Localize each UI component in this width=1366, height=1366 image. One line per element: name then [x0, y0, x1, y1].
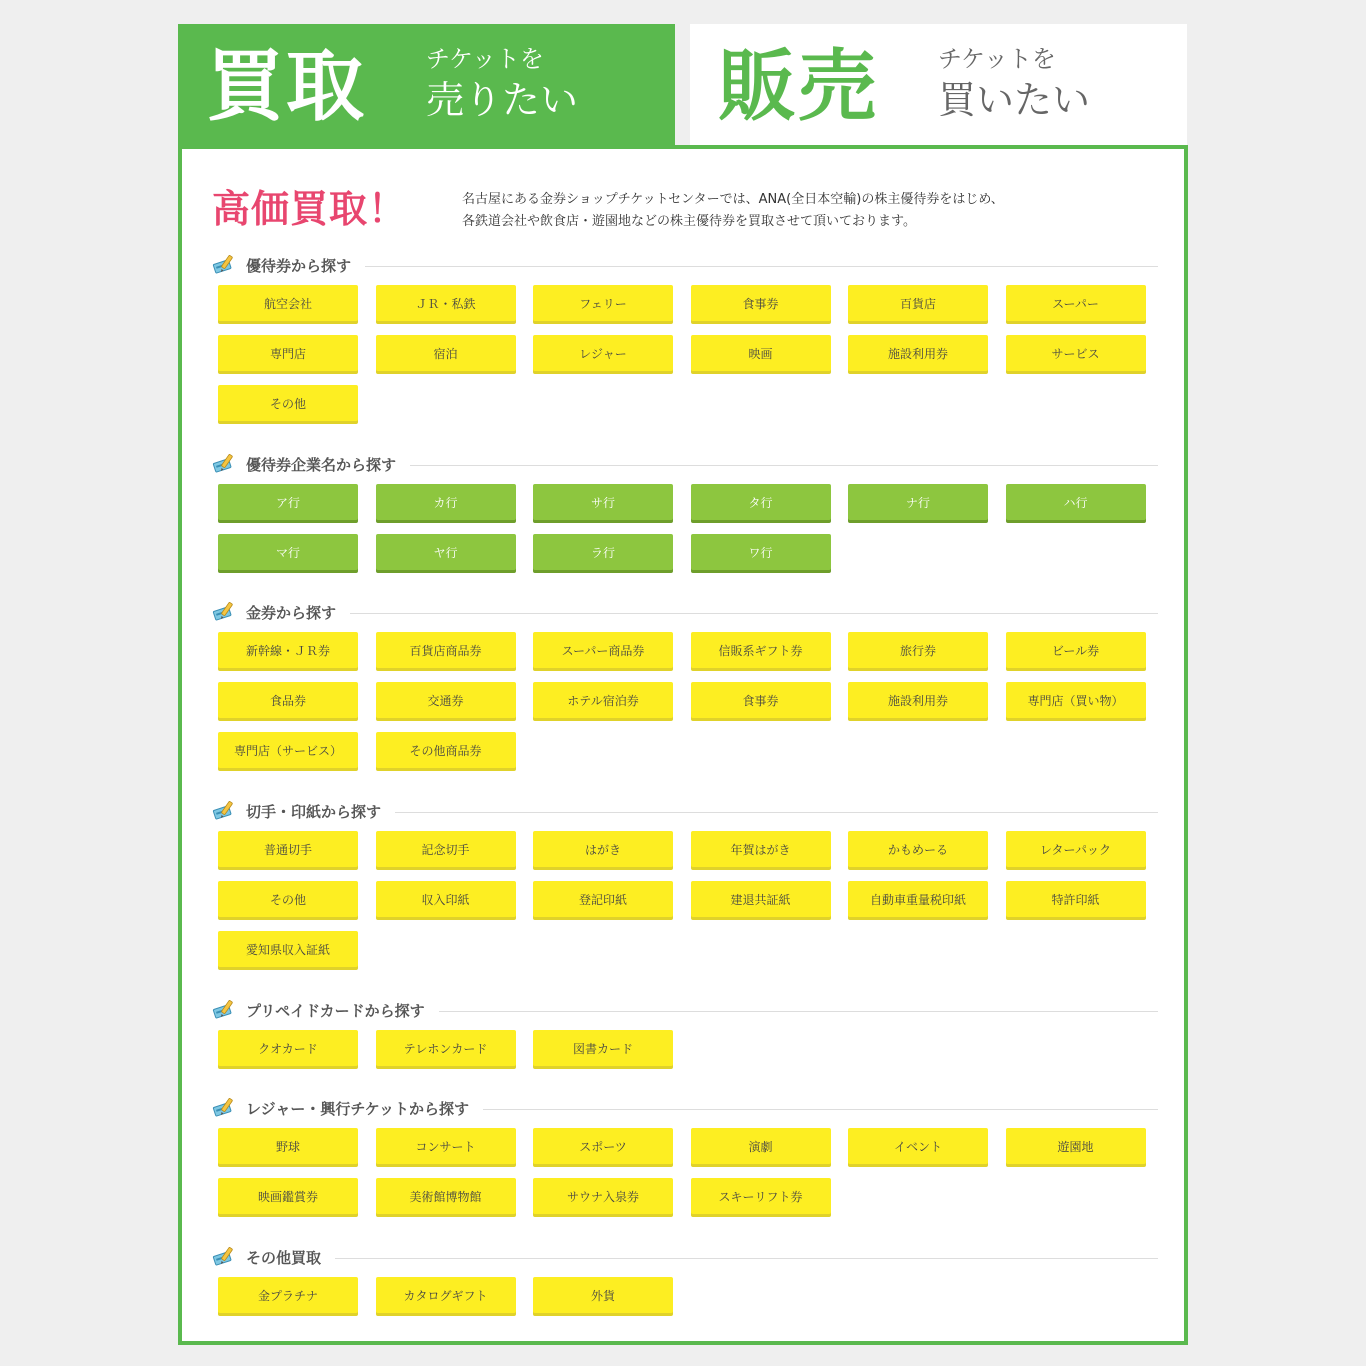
button-grid — [218, 1030, 1158, 1080]
tab-sell[interactable] — [178, 24, 675, 150]
category-button[interactable]: サービス — [1006, 335, 1146, 371]
category-button[interactable]: 宿泊 — [376, 335, 516, 371]
category-button[interactable]: 普通切手 — [218, 831, 358, 867]
category-button[interactable]: 登記印紙 — [533, 881, 673, 917]
section-title: 金券から探す — [246, 603, 337, 622]
category-button[interactable]: タ行 — [691, 484, 831, 520]
category-button[interactable]: 施設利用券 — [848, 335, 988, 371]
category-button[interactable]: 年賀はがき — [691, 831, 831, 867]
category-button[interactable]: 旅行券 — [848, 632, 988, 668]
category-button[interactable]: 野球 — [218, 1128, 358, 1164]
category-button[interactable]: その他商品券 — [376, 732, 516, 768]
section-divider — [439, 1011, 1158, 1012]
section-divider — [365, 266, 1158, 267]
category-button[interactable]: マ行 — [218, 534, 358, 570]
category-button[interactable]: サ行 — [533, 484, 673, 520]
section-divider — [350, 613, 1158, 614]
category-button[interactable]: スーパー — [1006, 285, 1146, 321]
category-button[interactable]: テレホンカード — [376, 1030, 516, 1066]
category-button[interactable]: レターパック — [1006, 831, 1146, 867]
category-button[interactable]: クオカード — [218, 1030, 358, 1066]
intro-line: 各鉄道会社や飲食店・遊園地などの株主優待券を買取させて頂いております。 — [462, 214, 916, 229]
section-leisure — [212, 1096, 1158, 1228]
category-button[interactable]: ヤ行 — [376, 534, 516, 570]
category-button[interactable]: 図書カード — [533, 1030, 673, 1066]
category-button[interactable]: フェリー — [533, 285, 673, 321]
section-title: 優待券企業名から探す — [246, 455, 397, 474]
ticket-pen-icon — [212, 253, 236, 277]
intro-text — [462, 189, 1004, 233]
category-button[interactable]: 金プラチナ — [218, 1277, 358, 1313]
tab-sell-sub2: 売りたい — [426, 78, 579, 122]
category-button[interactable]: 映画 — [691, 335, 831, 371]
category-button[interactable]: 遊園地 — [1006, 1128, 1146, 1164]
category-button[interactable]: 記念切手 — [376, 831, 516, 867]
page-headline: 高価買取！ — [212, 187, 408, 231]
intro-line: 名古屋にある金券ショップチケットセンターでは、ANA(全日本空輸)の株主優待券をはじめ、 — [462, 192, 1004, 207]
category-button[interactable]: サウナ入泉券 — [533, 1178, 673, 1214]
category-button[interactable]: 外貨 — [533, 1277, 673, 1313]
category-button[interactable]: 食事券 — [691, 682, 831, 718]
category-button[interactable]: ナ行 — [848, 484, 988, 520]
category-button[interactable]: ラ行 — [533, 534, 673, 570]
category-button[interactable]: ビール券 — [1006, 632, 1146, 668]
category-button[interactable]: ア行 — [218, 484, 358, 520]
section-header — [212, 600, 1158, 624]
category-button[interactable]: ワ行 — [691, 534, 831, 570]
purchase-panel — [178, 145, 1188, 1345]
section-divider — [483, 1109, 1158, 1110]
tab-buy-sub1: チケットを — [938, 45, 1056, 73]
button-grid — [218, 632, 1158, 782]
section-kitte — [212, 799, 1158, 981]
button-grid — [218, 1277, 1158, 1327]
section-header — [212, 1245, 1158, 1269]
section-title: その他買取 — [246, 1248, 322, 1267]
section-divider — [335, 1258, 1158, 1259]
section-title: レジャー・興行チケットから探す — [246, 1099, 469, 1118]
section-kinken — [212, 600, 1158, 782]
category-button[interactable]: 食品券 — [218, 682, 358, 718]
category-button[interactable]: 施設利用券 — [848, 682, 988, 718]
tab-sell-sub1: チケットを — [426, 45, 544, 73]
category-button[interactable]: 新幹線・ＪＲ券 — [218, 632, 358, 668]
section-header — [212, 253, 1158, 277]
category-button[interactable]: スーパー商品券 — [533, 632, 673, 668]
category-button[interactable]: 百貨店商品券 — [376, 632, 516, 668]
tab-buy-title: 販売 — [718, 42, 879, 132]
category-button[interactable]: カタログギフト — [376, 1277, 516, 1313]
section-prepaid — [212, 998, 1158, 1080]
ticket-pen-icon — [212, 799, 236, 823]
category-button[interactable]: 航空会社 — [218, 285, 358, 321]
button-grid — [218, 285, 1158, 435]
category-button[interactable]: 演劇 — [691, 1128, 831, 1164]
category-button[interactable]: 愛知県収入証紙 — [218, 931, 358, 967]
category-button[interactable]: ＪＲ・私鉄 — [376, 285, 516, 321]
category-button[interactable]: 百貨店 — [848, 285, 988, 321]
category-button[interactable]: コンサート — [376, 1128, 516, 1164]
category-button[interactable]: 食事券 — [691, 285, 831, 321]
category-button[interactable]: ハ行 — [1006, 484, 1146, 520]
tab-sell-title: 買取 — [206, 42, 367, 132]
section-header — [212, 1096, 1158, 1120]
button-grid — [218, 484, 1158, 584]
ticket-pen-icon — [212, 998, 236, 1022]
category-button[interactable]: 交通券 — [376, 682, 516, 718]
section-header — [212, 799, 1158, 823]
category-button[interactable]: 映画鑑賞券 — [218, 1178, 358, 1214]
ticket-pen-icon — [212, 1245, 236, 1269]
tab-buy[interactable] — [690, 24, 1187, 145]
category-button[interactable]: 専門店（買い物） — [1006, 682, 1146, 718]
category-button[interactable]: スポーツ — [533, 1128, 673, 1164]
tab-buy-sub2: 買いたい — [938, 78, 1091, 122]
category-button[interactable]: 専門店（サービス） — [218, 732, 358, 768]
category-button[interactable]: 美術館博物館 — [376, 1178, 516, 1214]
ticket-pen-icon — [212, 452, 236, 476]
category-button[interactable]: かもめーる — [848, 831, 988, 867]
section-company — [212, 452, 1158, 584]
ticket-pen-icon — [212, 1096, 236, 1120]
section-title: 優待券から探す — [246, 256, 352, 275]
section-title: プリペイドカードから探す — [246, 1001, 425, 1020]
category-button[interactable]: 専門店 — [218, 335, 358, 371]
category-button[interactable]: レジャー — [533, 335, 673, 371]
category-button[interactable]: 特許印紙 — [1006, 881, 1146, 917]
category-button[interactable]: その他 — [218, 385, 358, 421]
ticket-pen-icon — [212, 600, 236, 624]
section-title: 切手・印紙から探す — [246, 802, 382, 821]
category-button[interactable]: 信販系ギフト券 — [691, 632, 831, 668]
button-grid — [218, 1128, 1158, 1228]
section-header — [212, 998, 1158, 1022]
section-divider — [410, 465, 1158, 466]
category-button[interactable]: カ行 — [376, 484, 516, 520]
section-divider — [395, 812, 1158, 813]
category-button[interactable]: スキーリフト券 — [691, 1178, 831, 1214]
section-other — [212, 1245, 1158, 1327]
category-button[interactable]: ホテル宿泊券 — [533, 682, 673, 718]
section-yutai — [212, 253, 1158, 435]
category-button[interactable]: 収入印紙 — [376, 881, 516, 917]
section-header — [212, 452, 1158, 476]
category-button[interactable]: 自動車重量税印紙 — [848, 881, 988, 917]
category-button[interactable]: その他 — [218, 881, 358, 917]
category-button[interactable]: イベント — [848, 1128, 988, 1164]
category-button[interactable]: 建退共証紙 — [691, 881, 831, 917]
category-button[interactable]: はがき — [533, 831, 673, 867]
button-grid — [218, 831, 1158, 981]
